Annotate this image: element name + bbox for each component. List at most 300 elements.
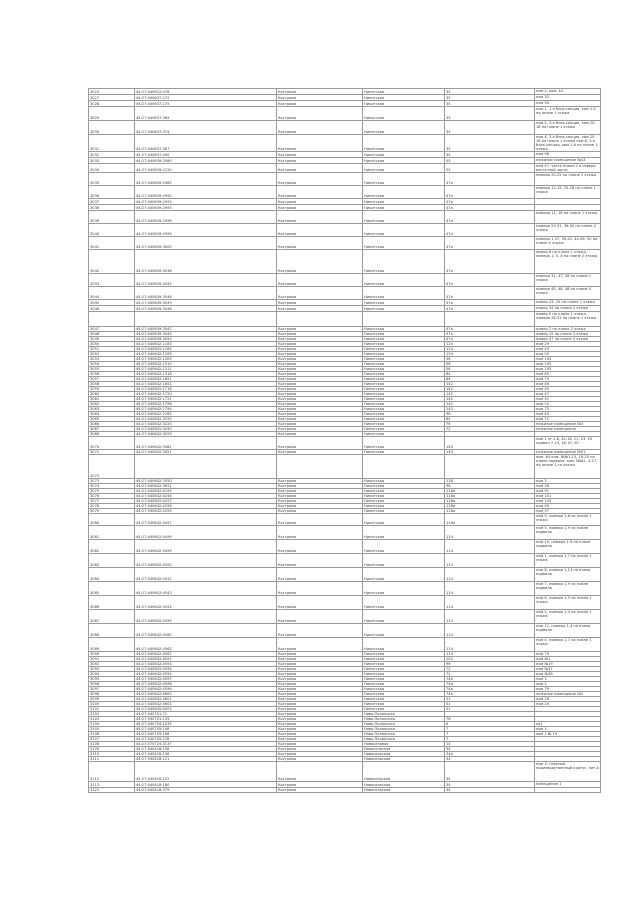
row-number: 3092	[89, 662, 135, 667]
cadastral-number: 44:27:040612:476	[135, 89, 277, 95]
cadastral-number: 44:27:040639:3048	[135, 306, 277, 312]
cadastral-number: 44:27:040642:1798	[135, 402, 277, 407]
row-number: 3076	[89, 494, 135, 499]
street: Никитская	[363, 526, 445, 540]
cadastral-number: 44:27:040637:400	[135, 152, 277, 158]
premises-note: ком 1 № 19	[535, 732, 601, 737]
house-number: 84	[445, 372, 535, 377]
street: Никитская	[363, 682, 445, 687]
premises-note: нежилое помещение №51	[535, 450, 601, 455]
city: Кострома	[277, 211, 363, 224]
row-number: 3077	[89, 499, 135, 504]
house-number: 7	[445, 737, 535, 742]
table-row	[89, 437, 601, 450]
city: Кострома	[277, 582, 363, 596]
street: Никитская	[363, 347, 445, 352]
cadastral-number: 44:27:040642:1183	[135, 342, 277, 347]
premises-note: номер 6 на плане 1 этажа, номера 1, 3, 4 на плане 2 этажа	[535, 250, 601, 274]
cadastral-number: 44:27:040642:4457	[135, 514, 277, 526]
house-number: 118а	[445, 499, 535, 504]
premises-note: пом 63	[535, 412, 601, 417]
house-number: 74а	[445, 687, 535, 692]
house-number: 47а	[445, 287, 535, 300]
house-number: 114	[445, 554, 535, 568]
table-row	[89, 173, 601, 186]
city: Кострома	[277, 450, 363, 455]
city: Кострома	[277, 347, 363, 352]
city: Кострома	[277, 509, 363, 514]
row-number: 3060	[89, 392, 135, 397]
cadastral-number: 44:27:040642:4159	[135, 489, 277, 494]
row-number: 3064	[89, 412, 135, 417]
row-number: 3049	[89, 337, 135, 342]
premises-note: пом 79	[535, 687, 601, 692]
property-table	[88, 88, 601, 793]
city: Кострома	[277, 722, 363, 727]
row-number: 3101	[89, 707, 135, 712]
row-number: 3034	[89, 164, 135, 173]
street: Никитская	[363, 610, 445, 624]
row-number: 3108	[89, 742, 135, 747]
house-number: 118а	[445, 494, 535, 499]
cadastral-number: 44:27:040705:138	[135, 737, 277, 742]
premises-note: пом 5, номера 1-9 на плане подвала	[535, 526, 601, 540]
street: Никитская	[363, 392, 445, 397]
street: Никитская	[363, 662, 445, 667]
cadastral-number: 44:27:040639:3046	[135, 287, 277, 300]
street: Никитская	[363, 489, 445, 494]
street: Никитская	[363, 121, 445, 135]
city: Кострома	[277, 742, 363, 747]
city: Кострома	[277, 526, 363, 540]
city: Кострома	[277, 300, 363, 306]
premises-note: пом 65	[535, 372, 601, 377]
house-number: 35	[445, 89, 535, 95]
street: Никитская	[363, 199, 445, 205]
house-number: 114	[445, 638, 535, 652]
premises-note: пом 8, номера 1-13 на плане подвала	[535, 568, 601, 582]
row-number: 3080	[89, 514, 135, 526]
row-number: 3106	[89, 732, 135, 737]
table-row	[89, 638, 601, 652]
city: Кострома	[277, 95, 363, 101]
cadastral-number: 44:27:040639:3049	[135, 300, 277, 306]
street: Никитская	[363, 687, 445, 692]
street: Новосельская	[363, 782, 445, 788]
premises-note: пом 45	[535, 387, 601, 392]
house-number: 51	[445, 707, 535, 712]
street: Никитская	[363, 337, 445, 342]
row-number: 3087	[89, 610, 135, 624]
premises-note: пом 1, 1-я блок-секция, ком 1-5 на плане 1 этажа	[535, 107, 601, 121]
cadastral-number	[135, 312, 277, 327]
premises-note: пом 105	[535, 362, 601, 367]
row-number: 3111	[89, 757, 135, 762]
street: Никитская	[363, 667, 445, 672]
cadastral-number: 44:27:040639:3050	[135, 337, 277, 342]
house-number: 7	[445, 732, 535, 737]
city: Кострома	[277, 417, 363, 422]
city: Кострома	[277, 712, 363, 717]
cadastral-number: 44:27:040642:1721	[135, 397, 277, 402]
table-row	[89, 186, 601, 199]
premises-note: пом 24	[535, 702, 601, 707]
city: Кострома	[277, 437, 363, 450]
cadastral-number: 44:27:040701:135	[135, 717, 277, 722]
row-number: 3088	[89, 624, 135, 638]
street: Никитская	[363, 484, 445, 489]
row-number: 3056	[89, 372, 135, 377]
street: Новосельская	[363, 747, 445, 752]
street: Никитская	[363, 89, 445, 95]
street: Никитская	[363, 382, 445, 387]
city: Кострома	[277, 788, 363, 793]
premises-note: номера 1-37, 39-42, 44-46, 50 на плане 4 этажа	[535, 237, 601, 250]
premises-note: пом 58	[535, 484, 601, 489]
house-number: 34а	[445, 752, 535, 757]
table-row	[89, 164, 601, 173]
row-number: 3032	[89, 152, 135, 158]
premises-note: номера 20-22 на плане 1 этажа	[535, 173, 601, 186]
cadastral-number: 44:27:040642:1309	[135, 357, 277, 362]
premises-note: пом 2	[535, 682, 601, 687]
city: Кострома	[277, 205, 363, 211]
premises-note: пом 99	[535, 504, 601, 509]
city: Кострома	[277, 747, 363, 752]
row-number: 3082	[89, 540, 135, 554]
street: Никитская	[363, 707, 445, 712]
premises-note: пом 47	[535, 392, 601, 397]
city: Кострома	[277, 306, 363, 312]
row-number: 3042	[89, 250, 135, 274]
street: Никитская	[363, 692, 445, 697]
premises-note: нежилое помещение №43	[535, 158, 601, 164]
row-number: 3071	[89, 450, 135, 455]
street: Никитская	[363, 657, 445, 662]
cadastral-number: 44:27:040642:1184	[135, 347, 277, 352]
street: Никитская	[363, 186, 445, 199]
city: Кострома	[277, 332, 363, 337]
house-number: 47а	[445, 300, 535, 306]
row-number: 3070	[89, 437, 135, 450]
cadastral-number: 44:27:040642:4543	[135, 582, 277, 596]
row-number: 3083	[89, 554, 135, 568]
city: Кострома	[277, 135, 363, 152]
row-number: 3095	[89, 677, 135, 682]
city: Кострома	[277, 337, 363, 342]
premises-note: пом 79	[535, 652, 601, 657]
row-number: 3113	[89, 782, 135, 788]
street: Никитская	[363, 432, 445, 437]
cadastral-number: 44:27:040418:136	[135, 752, 277, 757]
street: Никитская	[363, 287, 445, 300]
city: Кострома	[277, 352, 363, 357]
house-number: 7	[445, 727, 535, 732]
row-number: 3109	[89, 747, 135, 752]
house-number: 142	[445, 402, 535, 407]
city: Кострома	[277, 479, 363, 484]
house-number: 124	[445, 342, 535, 347]
street: Никитская	[363, 367, 445, 372]
house-number: 51	[445, 697, 535, 702]
premises-note: пом 3, главный производственный корпус, лит.А	[535, 762, 601, 782]
table-row	[89, 287, 601, 300]
city: Кострома	[277, 152, 363, 158]
row-number: 3054	[89, 362, 135, 367]
street: Никитская	[363, 342, 445, 347]
house-number: 114	[445, 526, 535, 540]
row-number: 3050	[89, 342, 135, 347]
city: Кострома	[277, 237, 363, 250]
row-number: 3093	[89, 667, 135, 672]
row-number: 3105	[89, 727, 135, 732]
street: Ново-Полянская	[363, 737, 445, 742]
city: Кострома	[277, 657, 363, 662]
street: Никитская	[363, 152, 445, 158]
cadastral-number: 44:27:040642:1311	[135, 367, 277, 372]
city: Кострома	[277, 101, 363, 107]
street: Никитская	[363, 332, 445, 337]
table-row	[89, 788, 601, 793]
city: Кострома	[277, 362, 363, 367]
cadastral-number: 44:27:040642:3382	[135, 437, 277, 450]
premises-note: пом №37	[535, 667, 601, 672]
city: Кострома	[277, 494, 363, 499]
row-number: 3053	[89, 357, 135, 362]
city: Кострома	[277, 382, 363, 387]
row-number: 3041	[89, 237, 135, 250]
city: Кострома	[277, 432, 363, 437]
premises-note: пом 47, часть этажа 1 в северо-восточной части	[535, 164, 601, 173]
row-number: 3085	[89, 582, 135, 596]
city: Кострома	[277, 667, 363, 672]
row-number: 3107	[89, 737, 135, 742]
street: Никитская	[363, 697, 445, 702]
house-number: 51	[445, 702, 535, 707]
cadastral-number: 44:27:040637:387	[135, 135, 277, 152]
street: Никитская	[363, 437, 445, 450]
row-number: 3072	[89, 455, 135, 479]
house-number: 34	[445, 782, 535, 788]
row-number: 3097	[89, 687, 135, 692]
city: Кострома	[277, 164, 363, 173]
cadastral-number: 44:27:040639:3045	[135, 274, 277, 287]
house-number: 47а	[445, 173, 535, 186]
table-row	[89, 610, 601, 624]
row-number: 3028	[89, 101, 135, 107]
premises-note: пом 2, ком. 44	[535, 89, 601, 95]
row-number: 3043	[89, 274, 135, 287]
street: Никитская	[363, 596, 445, 610]
cadastral-number: 44:27:040642:4600	[135, 692, 277, 697]
cadastral-number: 44:27:040418:122	[135, 762, 277, 782]
house-number: 34	[445, 747, 535, 752]
table-row	[89, 596, 601, 610]
cadastral-number: 44:27:040642:4560	[135, 624, 277, 638]
city: Кострома	[277, 596, 363, 610]
cadastral-number: 44:27:040642:1310	[135, 362, 277, 367]
cadastral-number: 44:27:040642:4595	[135, 672, 277, 677]
house-number: 35	[445, 121, 535, 135]
cadastral-number	[135, 455, 277, 479]
house-number: 84	[445, 377, 535, 382]
house-number: 72	[445, 672, 535, 677]
street: Никитская	[363, 412, 445, 417]
house-number: 114	[445, 582, 535, 596]
cadastral-number: 44:27:040642:4531	[135, 568, 277, 582]
row-number: 3063	[89, 407, 135, 412]
premises-note: пом 2, 3-я блок-секция, ком.10-18 на плане 1 этажа	[535, 121, 601, 135]
row-number: 3045	[89, 300, 135, 306]
city: Кострома	[277, 377, 363, 382]
row-number: 3023	[89, 89, 135, 95]
street: Никитская	[363, 397, 445, 402]
premises-note: пом 3	[535, 677, 601, 682]
city: Кострома	[277, 484, 363, 489]
cadastral-number: 44:27:040639:3047	[135, 327, 277, 332]
row-number: 3084	[89, 568, 135, 582]
house-number: 47а	[445, 186, 535, 199]
street: Новосельская	[363, 752, 445, 757]
premises-note: пом 105	[535, 367, 601, 372]
city: Кострома	[277, 372, 363, 377]
row-number: 3027	[89, 95, 135, 101]
cadastral-number: 44:27:040704:1035	[135, 722, 277, 727]
city: Кострома	[277, 682, 363, 687]
row-number: 3098	[89, 692, 135, 697]
row-number: 3096	[89, 682, 135, 687]
house-number: 142	[445, 382, 535, 387]
cadastral-number: 44:27:040642:4597	[135, 677, 277, 682]
premises-note: номера 11, 16 на плане 1 этажа	[535, 211, 601, 224]
street: Никитская	[363, 499, 445, 504]
city: Кострома	[277, 499, 363, 504]
premises-note: пом. 64 ком. №№1-15, 18-20 на плане подвала, ком. №№1, 3-27 на плане 1-го этажа	[535, 455, 601, 479]
street: Никитская	[363, 237, 445, 250]
city: Кострома	[277, 407, 363, 412]
house-number: 98	[445, 412, 535, 417]
cadastral-number: 44:27:040639:2999	[135, 224, 277, 237]
house-number: 114	[445, 610, 535, 624]
row-number: 3094	[89, 672, 135, 677]
city: Кострома	[277, 568, 363, 582]
city: Кострома	[277, 158, 363, 164]
city: Кострома	[277, 427, 363, 432]
cadastral-number: 44:27:040639:2985	[135, 173, 277, 186]
premises-note: пом 32	[535, 95, 601, 101]
city: Кострома	[277, 327, 363, 332]
city: Кострома	[277, 652, 363, 657]
city: Кострома	[277, 638, 363, 652]
house-number: 56	[445, 367, 535, 372]
street: Никитская	[363, 514, 445, 526]
cadastral-number: 44:27:070724:3137	[135, 742, 277, 747]
table-row	[89, 135, 601, 152]
premises-note: пом 9, номера 1-6 на плане 1 этажа	[535, 514, 601, 526]
premises-note: номера 45, 46, 48 на плане 4 этажа	[535, 287, 601, 300]
cadastral-number: 44:27:040642:4599	[135, 687, 277, 692]
city: Кострома	[277, 762, 363, 782]
city: Кострома	[277, 752, 363, 757]
table-row	[89, 121, 601, 135]
street: Новосельская	[363, 757, 445, 762]
city: Кострома	[277, 732, 363, 737]
premises-note: пом 11, номера 1-4 на плане подвала	[535, 624, 601, 638]
street: Никитская	[363, 158, 445, 164]
cadastral-number: 44:27:040642:1720	[135, 392, 277, 397]
house-number: 114	[445, 540, 535, 554]
row-number: 3099	[89, 697, 135, 702]
premises-note: пом 100	[535, 499, 601, 504]
premises-note: пом 5, номера 1-4 на плане 1 этажа	[535, 610, 601, 624]
house-number: 114	[445, 652, 535, 657]
city: Кострома	[277, 672, 363, 677]
house-number: 47а	[445, 237, 535, 250]
house-number: 140	[445, 437, 535, 450]
house-number: 142	[445, 407, 535, 412]
house-number: 35	[445, 107, 535, 121]
premises-note: пом 73	[535, 407, 601, 412]
row-number: 3051	[89, 347, 135, 352]
cadastral-number: 44:27:040642:3293	[135, 432, 277, 437]
house-number: 47а	[445, 224, 535, 237]
cadastral-number: 44:27:040639:3049	[135, 332, 277, 337]
street: Никитская	[363, 702, 445, 707]
house-number: 76	[445, 717, 535, 722]
house-number: 34	[445, 762, 535, 782]
cadastral-number: 44:27:040418:180	[135, 782, 277, 788]
house-number: 35	[445, 101, 535, 107]
city: Кострома	[277, 554, 363, 568]
row-number: 3058	[89, 382, 135, 387]
cadastral-number: 44:27:040642:4559	[135, 610, 277, 624]
row-number: 3037	[89, 199, 135, 205]
premises-note: пом №1	[535, 657, 601, 662]
premises-note: пом 4, 3-я блок-секция, ком.10-18 на плане 1 этажа пом 6, 3-я блок-секция, ком 1-6 на плане 1 этажа	[535, 135, 601, 152]
cadastral-number: 44:27:040642:3155	[135, 417, 277, 422]
city: Кострома	[277, 342, 363, 347]
house-number: 124	[445, 347, 535, 352]
cadastral-number: 44:27:040637:365	[135, 107, 277, 121]
table-row	[89, 568, 601, 582]
row-number: 3122	[89, 788, 135, 793]
row-number: 3046	[89, 306, 135, 312]
house-number: 14	[445, 742, 535, 747]
row-number: 3112	[89, 762, 135, 782]
street: Никитская	[363, 327, 445, 332]
cadastral-number: 44:27:040642:4567	[135, 652, 277, 657]
street: Никитская	[363, 677, 445, 682]
house-number: 114	[445, 568, 535, 582]
street: Никитская	[363, 638, 445, 652]
cadastral-number: 44:27:040418:136	[135, 747, 277, 752]
house-number: 118а	[445, 509, 535, 514]
premises-note: пом 10, номера 1-9 на плане подвала	[535, 540, 601, 554]
street: Никитская	[363, 479, 445, 484]
cadastral-number: 44:27:040637:272	[135, 95, 277, 101]
row-number: 3091	[89, 657, 135, 662]
premises-note: помещение 1	[535, 782, 601, 788]
table-row	[89, 224, 601, 237]
house-number: 35	[445, 95, 535, 101]
premises-note: пом 6, номера 1-9 на плане 1 этажа	[535, 596, 601, 610]
city: Кострома	[277, 662, 363, 667]
row-number: 3057	[89, 377, 135, 382]
cadastral-number: 44:27:040642:1185	[135, 352, 277, 357]
row-number: 3062	[89, 402, 135, 407]
city: Кострома	[277, 357, 363, 362]
cadastral-number: 44:27:040642:4594	[135, 667, 277, 672]
